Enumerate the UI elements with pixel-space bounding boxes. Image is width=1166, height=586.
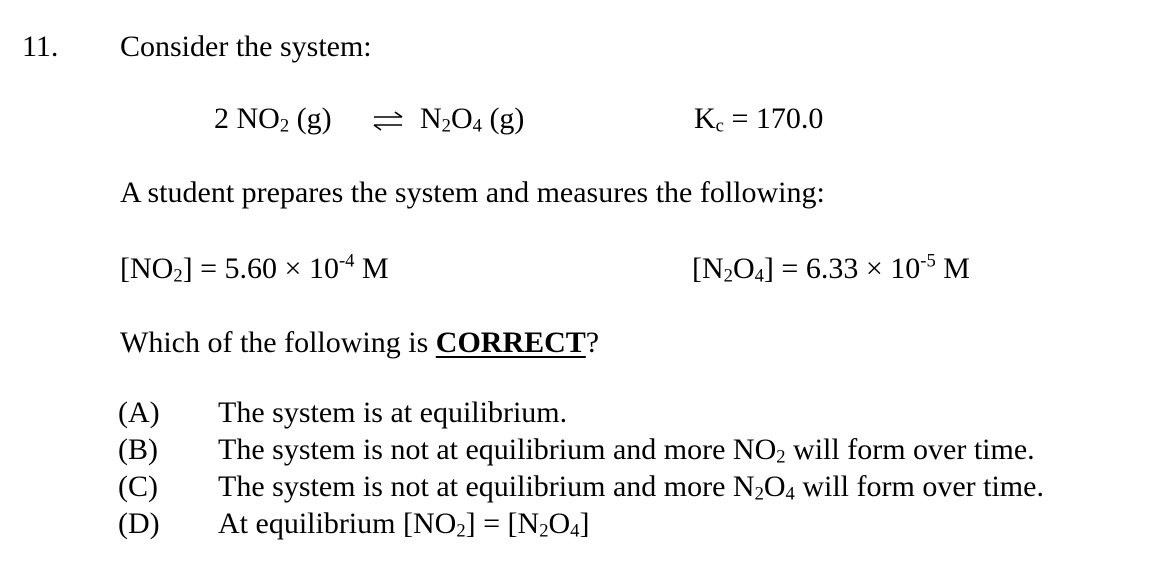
option-letter: (C) (118, 470, 158, 503)
option-letter: (D) (118, 507, 160, 540)
option-text: At equilibrium $[NO_2] = [N_2O_4]$ (218, 507, 590, 542)
product-formula: $N_2O_4$ (g) (420, 102, 525, 137)
reactant-formula: $NO_2$ (236, 102, 290, 137)
option-b[interactable] (0, 435, 1166, 471)
question-intro: Consider the system: (120, 30, 372, 63)
option-letter: (A) (118, 396, 160, 429)
question-prompt: Which of the following is CORRECT? (120, 326, 600, 359)
reactant-phase: (g) (296, 102, 332, 135)
equilibrium-constant: $K_c = 170.0$ (694, 102, 824, 137)
option-text: The system is not at equilibrium and more $NO_2$ will form over time. (218, 433, 1035, 468)
reactant-coefficient: 2 (214, 102, 229, 135)
answer-options (0, 398, 1166, 548)
equilibrium-arrows-icon (370, 110, 406, 132)
option-c[interactable] (0, 472, 1166, 508)
option-a[interactable] (0, 398, 1166, 434)
option-text: The system is not at equilibrium and more $N_2O_4$ will form over time. (218, 470, 1044, 505)
question-number: 11. (22, 30, 59, 63)
product-phase: (g) (489, 102, 525, 135)
prompt-emphasis: CORRECT (435, 326, 586, 359)
reaction-equation (214, 102, 332, 137)
option-letter: (B) (118, 433, 158, 466)
no2-concentration: $[NO_2] = 5.60 \times 10^{-4}$ M (120, 250, 389, 287)
measurement-intro: A student prepares the system and measures the following: (120, 176, 825, 209)
option-d[interactable] (0, 509, 1166, 545)
n2o4-concentration: $[N_2O_4] = 6.33 \times 10^{-5}$ M (692, 250, 970, 287)
option-text: The system is at equilibrium. (218, 396, 568, 429)
